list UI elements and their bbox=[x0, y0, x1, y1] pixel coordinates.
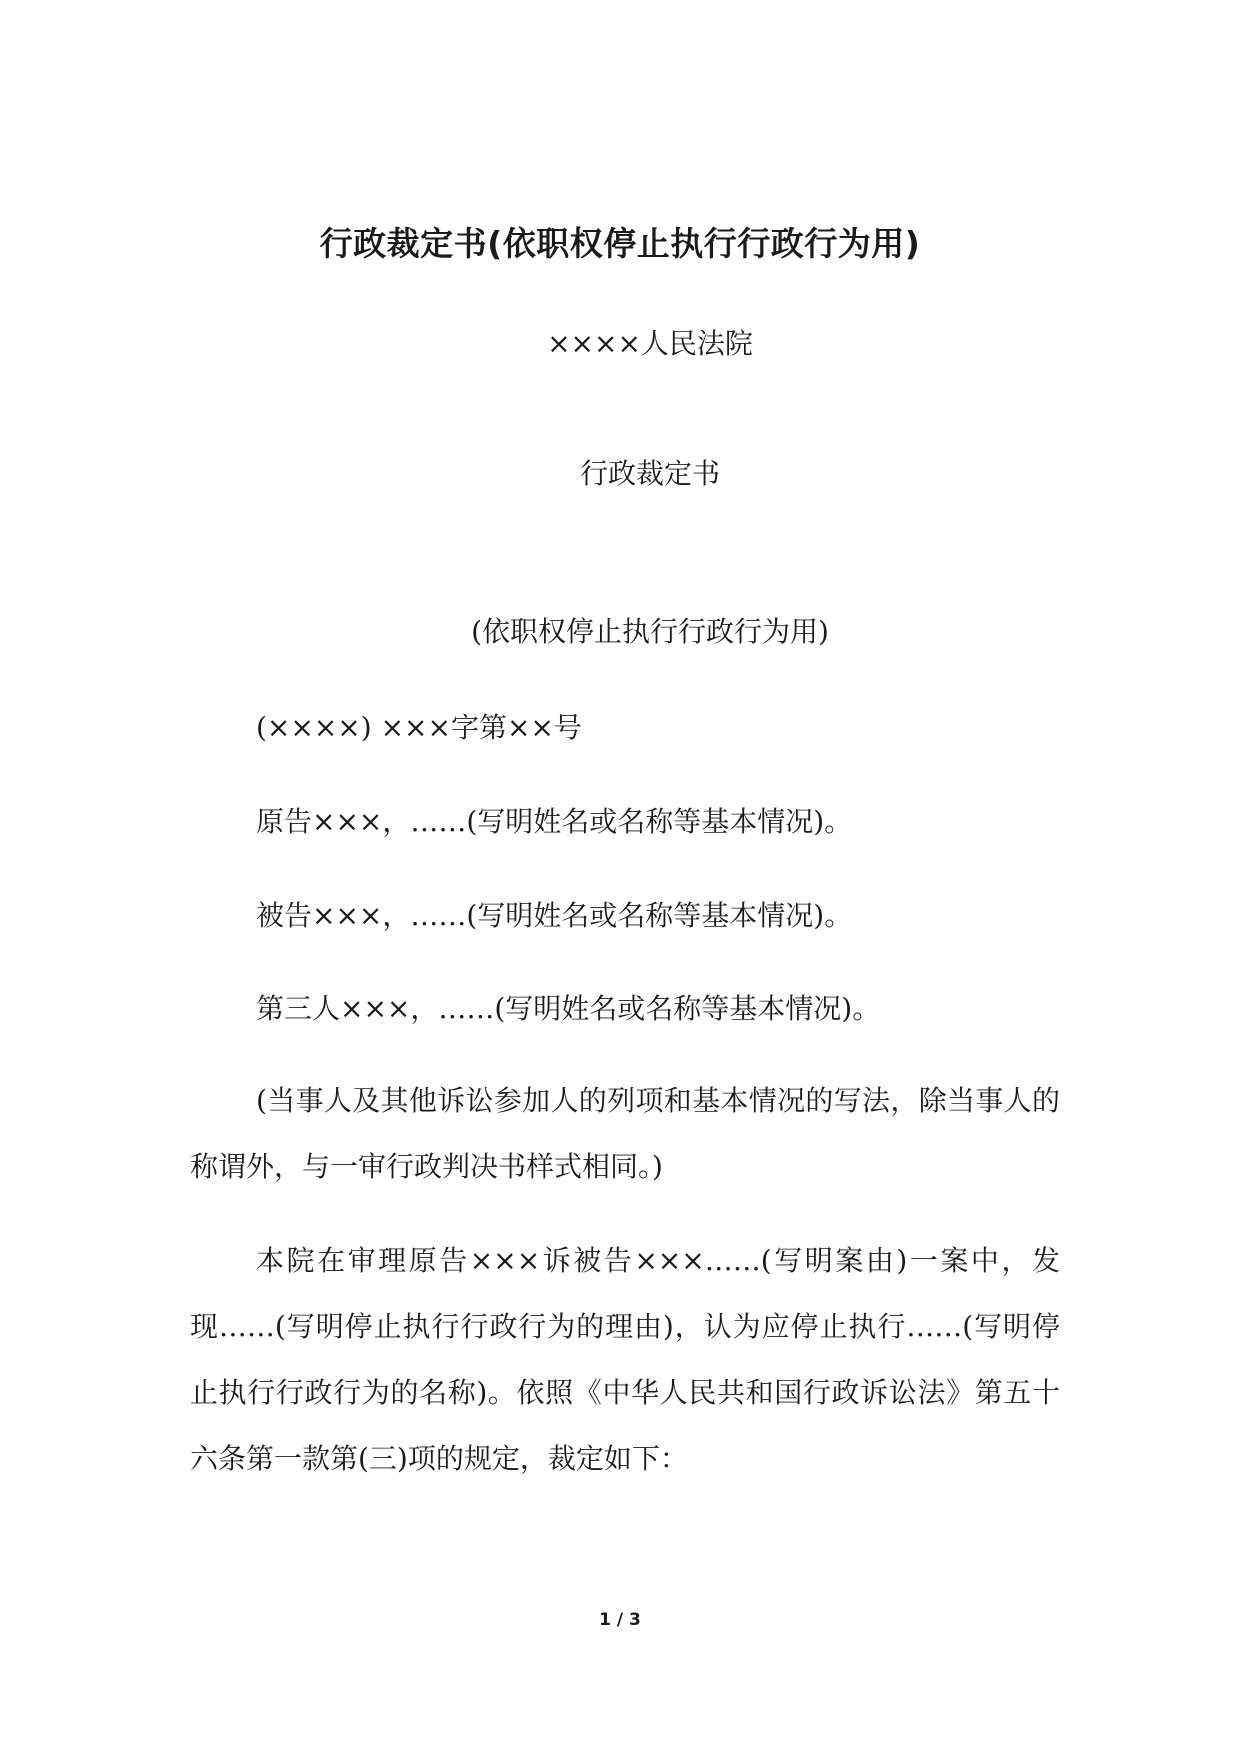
document-kind: 行政裁定书 bbox=[579, 457, 720, 490]
case-number: (××××) ×××字第××号 bbox=[256, 711, 582, 744]
ruling-body-paragraph: 本院在审理原告×××诉被告×××……(写明案由)一案中，发现……(写明停止执行行政行为的理由)，认为应停止执行……(写明停止执行行政行为的名称)。依照《中华人民共和国行政诉讼法》第五十六条第一款第(三)项的规定，裁定如下： bbox=[190, 1244, 1060, 1475]
page-number: 1 / 3 bbox=[599, 1610, 641, 1630]
plaintiff-line: 原告×××，……(写明姓名或名称等基本情况)。 bbox=[256, 805, 853, 838]
court-name: ××××人民法院 bbox=[547, 327, 753, 360]
document-title: 行政裁定书(依职权停止执行行政行为用) bbox=[319, 224, 921, 263]
parties-note-paragraph: (当事人及其他诉讼参加人的列项和基本情况的写法，除当事人的称谓外，与一审行政判决书样式相同。) bbox=[190, 1084, 1060, 1183]
third-party-line: 第三人×××，……(写明姓名或名称等基本情况)。 bbox=[256, 992, 881, 1025]
document-subtitle: (依职权停止执行行政行为用) bbox=[471, 615, 829, 648]
defendant-line: 被告×××，……(写明姓名或名称等基本情况)。 bbox=[256, 899, 853, 932]
